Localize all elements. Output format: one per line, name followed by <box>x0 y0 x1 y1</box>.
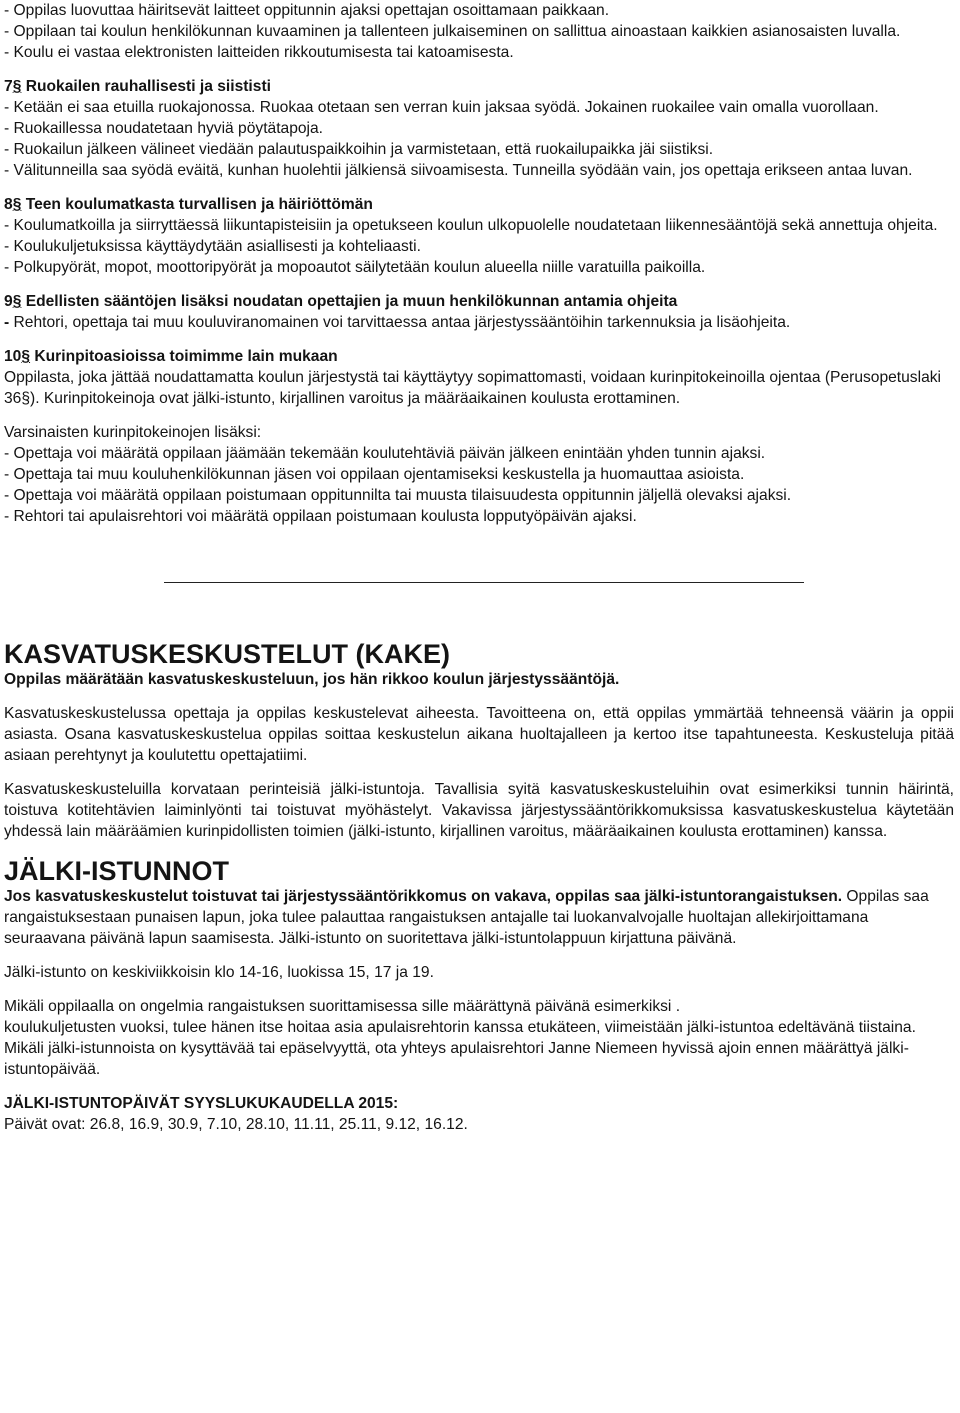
section-heading: 8§ Teen koulumatkasta turvallisen ja häiriöttömän <box>4 196 373 213</box>
paragraph: Kasvatuskeskustelussa opettaja ja oppilas keskustelevat aiheesta. Tavoitteena on, että oppilas ymmärtää tehneensä väärin ja oppii asiasta. Osana kasvatuskeskustelua oppilas soittaa keskustelun aikana huoltajalleen ja kertoo itse tapahtuneesta. Keskusteluja pitää asiaan perehtynyt ja koulutettu opettajatiimi. <box>4 705 954 764</box>
jalki-title: JÄLKI-ISTUNNOT <box>4 856 229 886</box>
list-item: - Ruokailun jälkeen välineet viedään palautuspaikkoihin ja varmistetaan, että ruokailupaikka jäi siistiksi. <box>4 141 714 158</box>
list-item: - Rehtori, opettaja tai muu kouluviranomainen voi tarvittaessa antaa järjestyssääntöihin tarkennuksia ja lisäohjeita. <box>4 314 791 331</box>
list-item: - Polkupyörät, mopot, moottoripyörät ja mopoautot säilytetään koulun alueella niille varatuilla paikoilla. <box>4 259 706 276</box>
list-item: - Oppilaan tai koulun henkilökunnan kuvaaminen ja tallenteen julkaiseminen on sallittua ainoastaan kaikkien asianosaisten luvalla. <box>4 23 901 40</box>
list-item: - Opettaja voi määrätä oppilaan jäämään tekemään koulutehtäviä päivän jälkeen enintään yhden tunnin ajaksi. <box>4 445 766 462</box>
list-item: - Ruokaillessa noudatetaan hyviä pöytätapoja. <box>4 120 324 137</box>
jalki-section <box>4 856 954 1135</box>
list-item: - Rehtori tai apulaisrehtori voi määrätä oppilaan poistumaan koulusta lopputyöpäivän ajaksi. <box>4 508 637 525</box>
section-7 <box>4 76 954 181</box>
paragraph: Mikäli oppilaalla on ongelmia rangaistuksen suorittamisessa sille määrättynä päivänä esimerkiksi . koulukuljetusten vuoksi, tulee hänen itse hoitaa asia apulaisrehtorin kanssa etukäteen, viimeistään jälki-istuntoa edeltävänä tiistaina. Mikäli jälki-istunnoista on kysyttävää tai epäselvyyttä, ota yhteys apulaisrehtori Janne Niemeen hyvissä ajoin ennen määrättyä jälki-istuntopäivää. <box>4 998 916 1078</box>
dates-list: Päivät ovat: 26.8, 16.9, 30.9, 7.10, 28.10, 11.11, 25.11, 9.12, 16.12. <box>4 1116 468 1133</box>
list-item: - Opettaja tai muu kouluhenkilökunnan jäsen voi oppilaan ojentamiseksi keskustella ja huomauttaa asioista. <box>4 466 745 483</box>
paragraph: Oppilasta, joka jättää noudattamatta koulun järjestystä tai käyttäytyy sopimattomasti, voidaan kurinpitokeinoilla ojentaa (Perusopetuslaki 36§). Kurinpitokeinoja ovat jälki-istunto, kirjallinen varoitus ja määräaikainen koulusta erottaminen. <box>4 369 942 407</box>
section-heading: 7§ Ruokailen rauhallisesti ja siististi <box>4 78 271 95</box>
list-item: - Välitunneilla saa syödä eväitä, kunhan huolehtii jälkiensä siivoamisesta. Tunneilla syödään vain, jos opettaja erikseen antaa luvan. <box>4 162 913 179</box>
list-item: - Koulukuljetuksissa käyttäydytään asiallisesti ja kohteliaasti. <box>4 238 421 255</box>
section-10 <box>4 346 954 527</box>
section-heading: 9§ Edellisten sääntöjen lisäksi noudatan opettajien ja muun henkilökunnan antamia ohjeita <box>4 293 678 310</box>
list-item: - Koulumatkoilla ja siirryttäessä liikuntapisteisiin ja opetukseen koulun ulkopuolelle noudatetaan liikennesääntöjä sekä annettuja ohjeita. <box>4 217 938 234</box>
section-8 <box>4 194 954 278</box>
paragraph: Jos kasvatuskeskustelut toistuvat tai järjestyssääntörikkomus on vakava, oppilas saa jälki-istuntorangaistuksen. Oppilas saa rangaistuksestaan punaisen lapun, joka tulee palauttaa rangaistuksen antajalle tai luokanvalvojalle huoltajan allekirjoittamana seuraavana päivänä lapun saamisesta. Jälki-istunto on suoritettava jälki-istuntolappuun kirjattuna päivänä. <box>4 888 929 947</box>
list-item: - Oppilas luovuttaa häiritsevät laitteet oppitunnin ajaksi opettajan osoittamaan paikkaan. <box>4 2 610 19</box>
kake-section <box>4 639 954 842</box>
list-item: - Opettaja voi määrätä oppilaan poistumaan oppitunnilta tai muusta tilaisuudesta oppitunnin jäljellä olevaksi ajaksi. <box>4 487 792 504</box>
section-heading: 10§ Kurinpitoasioissa toimimme lain mukaan <box>4 348 338 365</box>
kake-subtitle: Oppilas määrätään kasvatuskeskusteluun, jos hän rikkoo koulun järjestyssääntöjä. <box>4 671 620 688</box>
rules-intro-list <box>4 0 954 63</box>
list-item: - Ketään ei saa etuilla ruokajonossa. Ruokaa otetaan sen verran kuin jaksaa syödä. Jokainen ruokailee vain omalla vuorollaan. <box>4 99 879 116</box>
section-9 <box>4 291 954 333</box>
dates-title: JÄLKI-ISTUNTOPÄIVÄT SYYSLUKUKAUDELLA 2015: <box>4 1095 399 1112</box>
kake-title: KASVATUSKESKUSTELUT (KAKE) <box>4 639 451 669</box>
paragraph: Varsinaisten kurinpitokeinojen lisäksi: <box>4 424 262 441</box>
list-item: - Koulu ei vastaa elektronisten laitteiden rikkoutumisesta tai katoamisesta. <box>4 44 514 61</box>
document <box>4 0 954 1135</box>
paragraph: Jälki-istunto on keskiviikkoisin klo 14-16, luokissa 15, 17 ja 19. <box>4 964 434 981</box>
horizontal-rule <box>164 582 804 583</box>
paragraph: Kasvatuskeskusteluilla korvataan perinteisiä jälki-istuntoja. Tavallisia syitä kasvatuskeskusteluihin ovat esimerkiksi tunnin häirintä, toistuva kotitehtävien laiminlyönti tai toistuvat myöhästelyt. Vakavissa järjestyssääntörikkomuksissa kasvatuskeskustelua käytetään yhdessä lain määräämien kurinpidollisten toimien (jälki-istunto, kirjallinen varoitus, määräaikainen koulusta erottaminen) kanssa. <box>4 781 954 840</box>
